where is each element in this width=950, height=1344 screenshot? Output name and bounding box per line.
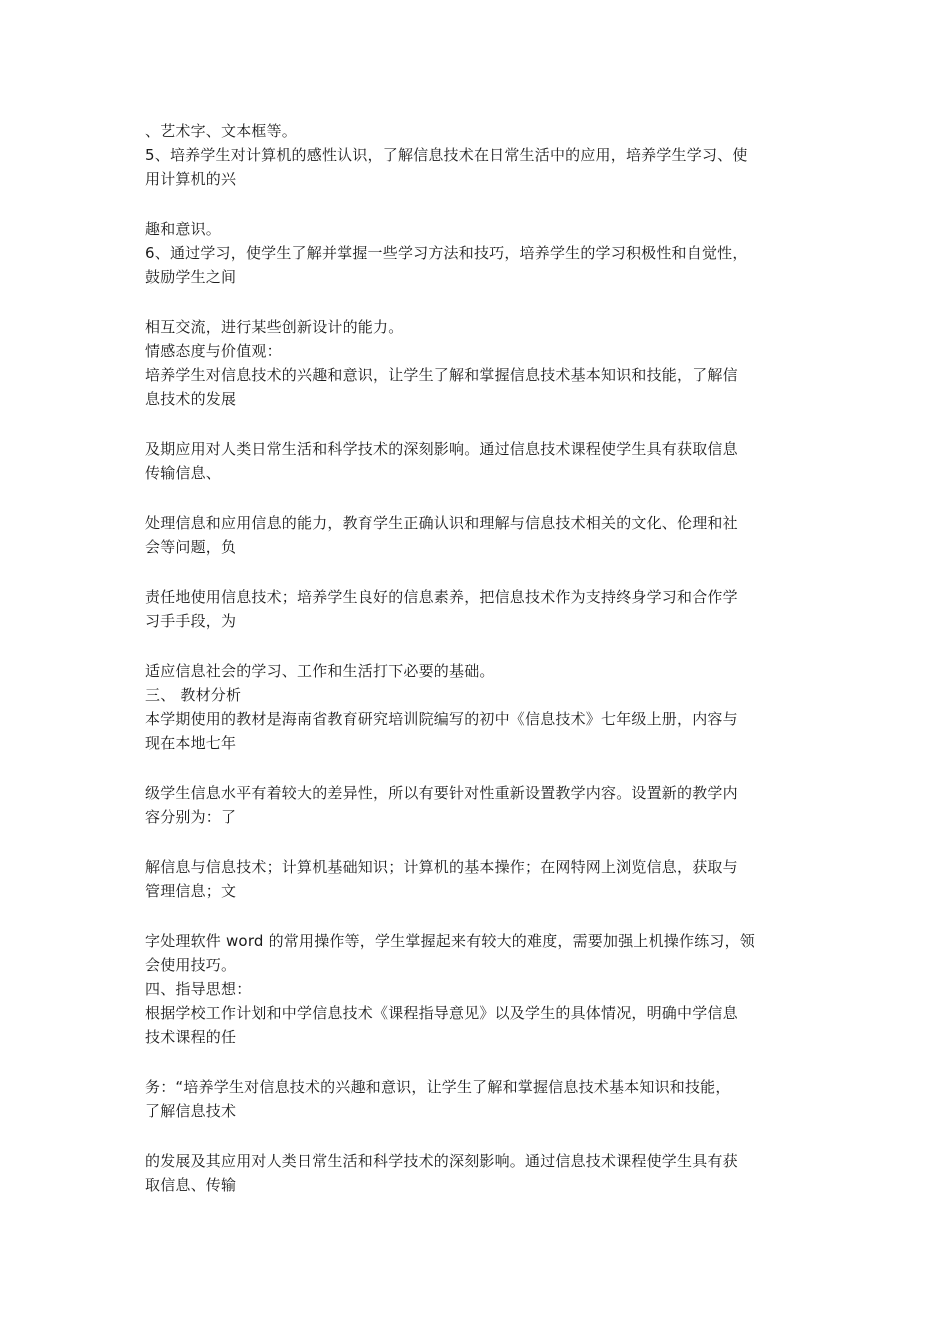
text-line: 的发展及其应用对人类日常生活和科学技术的深刻影响。通过信息技术课程使学生具有获 bbox=[145, 1152, 738, 1170]
text-line: 培养学生对信息技术的兴趣和意识，让学生了解和掌握信息技术基本知识和技能，了解信 bbox=[145, 366, 738, 384]
text-line: 本学期使用的教材是海南省教育研究培训院编写的初中《信息技术》七年级上册，内容与 bbox=[145, 710, 738, 728]
text-line: 、艺术字、文本框等。 bbox=[145, 122, 298, 140]
paragraph-gap bbox=[145, 411, 810, 437]
text-line: 现在本地七年 bbox=[145, 734, 237, 752]
text-line: 三、 教材分析 bbox=[145, 686, 242, 704]
text-line: 会使用技巧。 bbox=[145, 956, 237, 974]
text-line: 容分别为：了 bbox=[145, 808, 237, 826]
text-line: 责任地使用信息技术；培养学生良好的信息素养，把信息技术作为支持终身学习和合作学 bbox=[145, 588, 738, 606]
paragraph-gap bbox=[145, 485, 810, 511]
text-line: 管理信息；文 bbox=[145, 882, 237, 900]
paragraph-gap bbox=[145, 633, 810, 659]
text-line: 四、指导思想： bbox=[145, 980, 252, 998]
text-line: 会等问题，负 bbox=[145, 538, 237, 556]
text-line: 字处理软件 word 的常用操作等，学生掌握起来有较大的难度，需要加强上机操作练习，领 bbox=[145, 932, 756, 950]
paragraph-gap bbox=[145, 1049, 810, 1075]
paragraph-gap bbox=[145, 829, 810, 855]
text-line: 趣和意识。 bbox=[145, 220, 222, 238]
paragraph-gap bbox=[145, 903, 810, 929]
text-line: 6、通过学习，使学生了解并掌握一些学习方法和技巧，培养学生的学习积极性和自觉性， bbox=[145, 244, 748, 262]
paragraph-gap bbox=[145, 1123, 810, 1149]
text-line: 相互交流，进行某些创新设计的能力。 bbox=[145, 318, 404, 336]
text-line: 技术课程的任 bbox=[145, 1028, 237, 1046]
text-line: 根据学校工作计划和中学信息技术《课程指导意见》以及学生的具体情况，明确中学信息 bbox=[145, 1004, 738, 1022]
text-line: 习手手段，为 bbox=[145, 612, 237, 630]
text-line: 用计算机的兴 bbox=[145, 170, 237, 188]
text-line: 息技术的发展 bbox=[145, 390, 237, 408]
document-body bbox=[145, 119, 810, 1197]
text-line: 情感态度与价值观： bbox=[145, 342, 282, 360]
paragraph-gap bbox=[145, 559, 810, 585]
text-line: 务：“培养学生对信息技术的兴趣和意识，让学生了解和掌握信息技术基本知识和技能， bbox=[145, 1078, 731, 1096]
text-line: 解信息与信息技术；计算机基础知识；计算机的基本操作；在网特网上浏览信息，获取与 bbox=[145, 858, 738, 876]
text-line: 取信息、传输 bbox=[145, 1176, 237, 1194]
paragraph-gap bbox=[145, 289, 810, 315]
text-line: 适应信息社会的学习、工作和生活打下必要的基础。 bbox=[145, 662, 495, 680]
text-line: 5、培养学生对计算机的感性认识，了解信息技术在日常生活中的应用，培养学生学习、使 bbox=[145, 146, 748, 164]
text-line: 鼓励学生之间 bbox=[145, 268, 237, 286]
paragraph-gap bbox=[145, 191, 810, 217]
text-line: 处理信息和应用信息的能力，教育学生正确认识和理解与信息技术相关的文化、伦理和社 bbox=[145, 514, 738, 532]
paragraph-gap bbox=[145, 755, 810, 781]
text-line: 了解信息技术 bbox=[145, 1102, 237, 1120]
text-line: 传输信息、 bbox=[145, 464, 222, 482]
text-line: 及期应用对人类日常生活和科学技术的深刻影响。通过信息技术课程使学生具有获取信息 bbox=[145, 440, 738, 458]
text-line: 级学生信息水平有着较大的差异性，所以有要针对性重新设置教学内容。设置新的教学内 bbox=[145, 784, 738, 802]
